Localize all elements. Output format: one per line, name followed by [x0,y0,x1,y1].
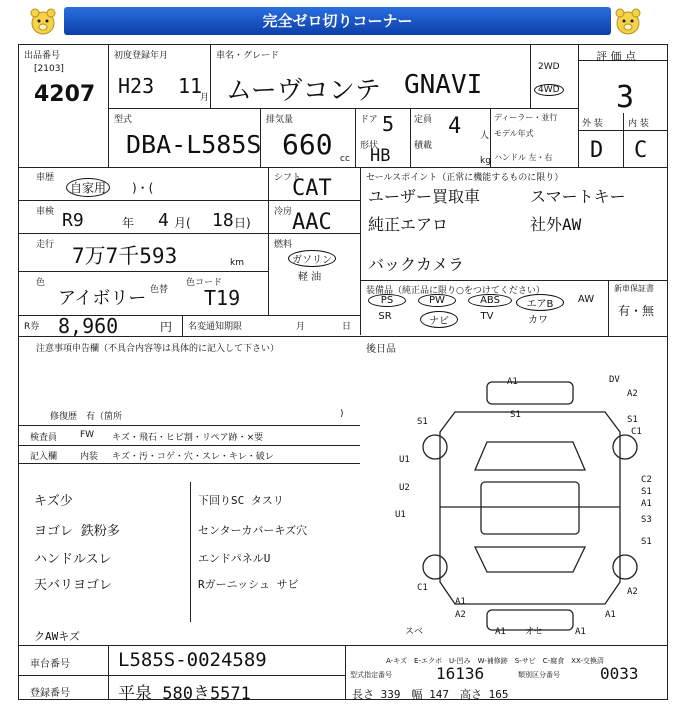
rear-window [475,547,585,572]
note-left: ハンドルスレ [34,552,112,567]
equip-item: ナビ [420,311,458,328]
shaken-day: 18 [212,210,234,231]
damage-mark: C2 [641,475,652,485]
equip-item: AW [577,294,595,305]
rear-seat-label: 後日品 [366,344,396,355]
fuel-light: 軽 油 [298,272,322,283]
legend: A-キズ E-エクボ U-凹み W-補修跡 S-サビ C-腐食 XX-交換済 [386,657,604,665]
note-right: センターカバーキズ穴 [198,524,308,537]
load-label: 積載 [414,141,433,151]
repair-close: ) [340,409,344,419]
note-right: 下回りSC タスリ [198,494,284,507]
handle-label: ハンドル 左・右 [494,153,553,162]
lot-number: 4207 [34,82,96,107]
body-label: 形状 [360,141,379,151]
inspector-label: 検査員 [30,433,58,443]
damage-mark: S1 [627,415,638,425]
damage-mark: C1 [417,583,428,593]
displacement-label: 排気量 [266,115,294,125]
damage-mark: スベ [405,627,424,637]
dealer-label: ディーラー・並行 [494,113,558,122]
first-reg-month: 11 [178,74,203,98]
use-paren: )・( [132,181,154,195]
desig-label: 型式指定番号 [350,671,392,679]
lot-sub: [2103] [34,64,64,74]
shift-label: シフト [274,173,302,183]
damage-mark: S3 [641,515,652,525]
note-right: Rガーニッシュ サビ [198,578,299,591]
equip-label: 装備品（純正品に限り○をつけてください） [366,286,545,296]
windshield [475,442,585,470]
damage-mark: U1 [395,510,406,520]
aw-scratch: クAWキズ [34,630,81,643]
seats: 4 [448,114,462,139]
shift: CAT [292,176,332,201]
damage-mark: U2 [399,483,410,493]
class-label: 類別区分番号 [518,671,560,679]
shaken-month-unit: 月( [174,216,191,230]
displacement: 660 [282,128,333,161]
km-unit: km [230,258,244,268]
desig: 16136 [436,664,485,683]
color-code: T19 [204,286,241,310]
rear-right-wheel [613,555,637,579]
damage-mark: U1 [399,455,410,465]
ext-label: 外 装 [582,119,603,129]
damage-mark: S1 [641,487,652,497]
mileage-label: 走行 [36,240,55,250]
record-label: 記入欄 [30,452,58,462]
damage-mark: A1 [575,627,586,637]
fw-label: FW [80,430,95,440]
type-label: 型式 [114,115,133,125]
model-year-label: モデル年式 [494,129,534,138]
shaken-day-unit: 日) [234,216,251,230]
damage-mark: S1 [510,410,521,420]
note-left: 天バリヨゴレ [34,578,113,593]
type-value: DBA-L585S [126,130,262,159]
notes-label: 注意事項申告欄（不具合内容等は具体的に記入して下さい） [36,344,280,354]
ext-grade: D [590,138,604,163]
recycle-label: R券 [24,322,40,332]
seats-label: 定員 [414,115,433,125]
inspect-row2: キズ・汚・コゲ・穴・スレ・キレ・破レ [112,452,274,462]
first-reg-month-suffix: 月 [200,93,210,103]
damage-mark: A1 [641,499,652,509]
score: 3 [616,80,635,115]
damage-mark: A2 [627,587,638,597]
damage-mark: S1 [641,537,652,547]
ac: AAC [292,210,332,235]
drive-4wd: 4WD [534,84,564,96]
doors-label: ドア [360,115,378,125]
repaint-label: 色替 [150,285,169,295]
body: HB [370,146,391,166]
shaken-era: R9 [62,210,84,231]
damage-mark: S1 [417,417,428,427]
month-label: 月 [296,322,306,332]
car-damage-diagram [395,372,665,642]
damage-mark: A2 [627,389,638,399]
lot-label: 出品番号 [24,51,61,61]
use-label: 車歴 [36,173,55,183]
equip-item: SR [378,311,392,322]
rear-left-wheel [423,555,447,579]
damage-mark: A1 [495,627,506,637]
recycle-amount: 8,960 [58,314,119,338]
front-right-wheel [613,435,637,459]
int-grade: C [634,138,648,163]
front-bumper [487,382,573,404]
equip-item: ABS [468,294,512,307]
first-reg-era: H23 [118,74,155,98]
equip-item: PW [418,294,456,307]
damage-mark: A1 [455,597,466,607]
header [0,0,700,42]
front-left-wheel [423,435,447,459]
damage-mark: A2 [455,610,466,620]
doors: 5 [382,112,395,136]
car-body-outline [440,412,620,604]
note-left: ヨゴレ 鉄粉多 [34,524,120,539]
warranty-label: 新車保証書 [614,284,654,293]
sales-point: バックカメラ [368,255,465,274]
drive-2wd: 2WD [538,62,560,72]
equip-item: エアB [516,294,564,311]
ac-label: 冷房 [274,207,293,217]
chassis: L585S-0024589 [118,649,267,671]
roof [481,482,579,534]
day-label: 日 [342,322,352,332]
first-reg-label: 初度登録年月 [114,51,169,61]
repair-label: 修復歴 有（箇所 [50,412,123,422]
model-name-label: 車名・グレード [216,51,280,61]
warranty-value: 有・無 [618,304,655,318]
sales-point: ユーザー買取車 [368,187,481,206]
model-name: ムーヴコンテ [226,76,381,106]
sales-point: 社外AW [530,215,582,234]
transfer-label: 名変通知期限 [188,322,243,332]
shaken-year-unit: 年 [122,216,135,230]
color-code-label: 色コード [186,278,223,288]
shaken-label: 車検 [36,207,55,217]
reg: 平泉 580き5571 [118,684,251,704]
class: 0033 [600,664,639,683]
note-right: エンドパネルU [198,552,271,565]
reg-label: 登録番号 [30,688,70,699]
damage-mark: オセ [525,627,543,637]
sales-label: セールスポイント（正常に機能するものに限り） [366,173,564,183]
yen-unit: 円 [160,320,173,334]
use-value: 自家用 [66,178,110,197]
color: アイボリー [58,288,147,309]
fuel-label: 燃料 [274,240,293,250]
equip-item: TV [480,311,494,322]
score-label: 評 価 点 [596,50,636,63]
sales-point: 純正エアロ [368,215,449,234]
cc-unit: cc [340,154,350,164]
page-title: 完全ゼロ切りコーナー [64,7,611,35]
grade: GNAVI [404,70,483,100]
chassis-label: 車台番号 [30,659,70,670]
damage-mark: C1 [631,427,642,437]
bear-mascot-icon [613,6,643,36]
sales-point: スマートキー [530,187,626,206]
shaken-month: 4 [158,210,169,231]
damage-mark: DV [609,375,620,385]
equip-item: カワ [528,315,548,326]
bear-mascot-icon [28,6,58,36]
interior-label: 内装 [80,452,99,462]
equip-item: PS [368,294,406,307]
note-left: キズ少 [34,494,73,509]
fuel-gas: ガソリン [288,250,336,267]
damage-mark: A1 [605,610,616,620]
kg-unit: kg [480,156,491,166]
dimensions: 長さ 339 幅 147 高さ 165 [352,688,509,701]
damage-mark: A1 [507,377,518,387]
int-label: 内 装 [628,119,649,129]
inspect-row1: キズ・飛石・ヒビ割・リペア跡・×要 [112,433,264,443]
seats-unit: 人 [480,131,490,141]
mileage: 7万7千593 [72,244,178,268]
color-label: 色 [36,278,46,288]
